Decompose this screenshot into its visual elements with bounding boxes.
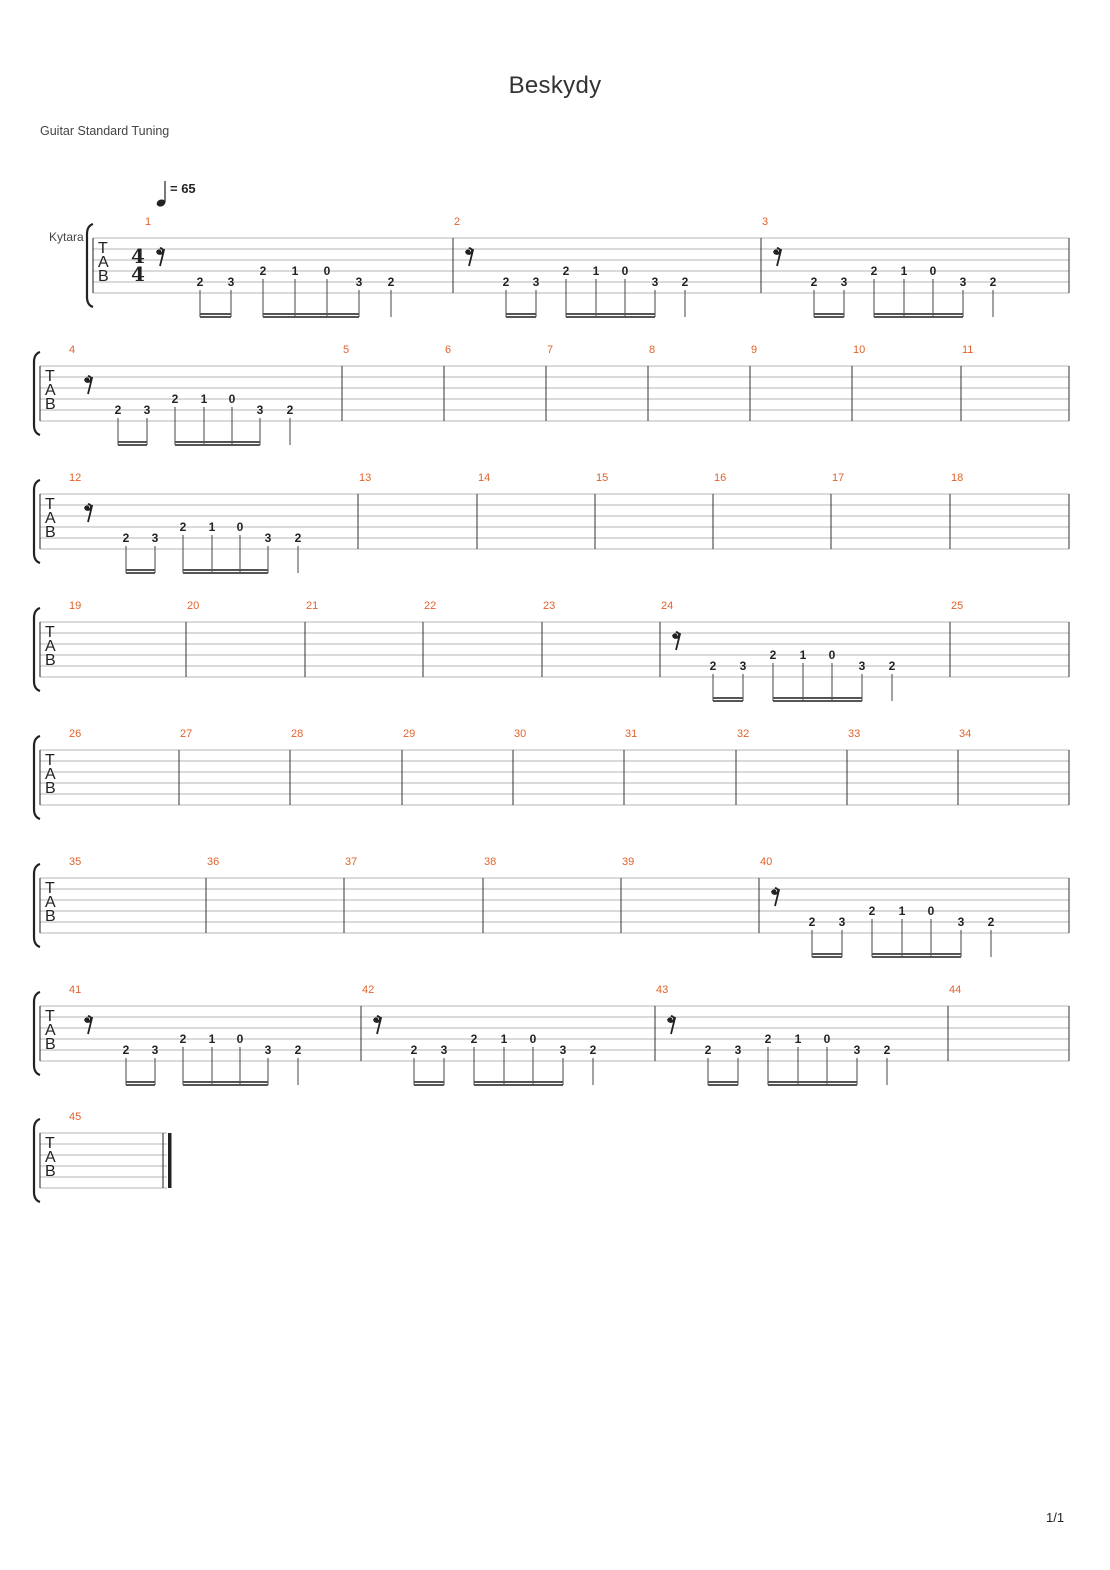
tuning-label: Guitar Standard Tuning (40, 124, 170, 138)
measure-number: 14 (478, 472, 491, 484)
fret-number: 3 (734, 1043, 742, 1057)
tab-clef-letter: A (45, 766, 56, 783)
fret-number: 3 (532, 275, 540, 289)
tab-clef-letter: B (45, 1036, 56, 1053)
staff-brace (34, 992, 40, 1075)
fret-number: 0 (323, 264, 331, 278)
measure-number: 2 (454, 216, 461, 228)
measure-number: 22 (424, 600, 437, 612)
beam-primary (414, 1081, 444, 1083)
staff-brace (34, 480, 40, 563)
score-title: Beskydy (508, 72, 602, 99)
tab-clef-letter: B (98, 268, 109, 285)
tab-clef-letter: B (45, 1163, 56, 1180)
fret-number: 2 (294, 531, 302, 545)
beam-primary (814, 313, 844, 315)
fret-number: 3 (143, 403, 151, 417)
measure-number: 5 (343, 344, 350, 356)
staff-system (34, 472, 1069, 574)
fret-number: 2 (259, 264, 267, 278)
beam-secondary (768, 1084, 857, 1086)
tab-clef-letter: T (45, 1008, 55, 1025)
fret-number: 3 (355, 275, 363, 289)
staff-system (34, 856, 1069, 958)
beam-primary (200, 313, 231, 315)
beam-primary (183, 569, 268, 571)
tab-clef-letter: A (45, 1149, 56, 1166)
staff-brace (34, 1119, 40, 1202)
measure-number: 34 (959, 728, 972, 740)
measure-number: 6 (445, 344, 452, 356)
fret-number: 1 (208, 1032, 216, 1046)
fret-number: 2 (122, 531, 130, 545)
measure-number: 21 (306, 600, 319, 612)
fret-number: 2 (410, 1043, 418, 1057)
eighth-rest-dot (773, 249, 778, 254)
beam-primary (773, 697, 862, 699)
fret-number: 2 (709, 659, 717, 673)
measure-number: 44 (949, 984, 962, 996)
measure-number: 29 (403, 728, 416, 740)
eighth-rest-dot (373, 1017, 378, 1022)
fret-number: 2 (179, 1032, 187, 1046)
fret-number: 2 (562, 264, 570, 278)
measure-number: 26 (69, 728, 82, 740)
measure-number: 10 (853, 344, 866, 356)
fret-number: 0 (927, 904, 935, 918)
tab-clef-letter: A (98, 254, 109, 271)
measure-number: 27 (180, 728, 193, 740)
beam-primary (566, 313, 655, 315)
tab-clef-letter: A (45, 1022, 56, 1039)
beam-primary (126, 1081, 155, 1083)
measure-number: 39 (622, 856, 635, 868)
riff-notation (773, 248, 996, 318)
beam-primary (183, 1081, 268, 1083)
measure-number: 35 (69, 856, 82, 868)
beam-secondary (872, 956, 961, 958)
beam-primary (812, 953, 842, 955)
beam-secondary (708, 1084, 738, 1086)
measure-number: 37 (345, 856, 358, 868)
staff-system (34, 344, 1069, 446)
fret-number: 1 (799, 648, 807, 662)
tab-clef-letter: T (45, 624, 55, 641)
measure-number: 24 (661, 600, 674, 612)
tab-clef-letter: T (98, 240, 108, 257)
measure-number: 33 (848, 728, 861, 740)
fret-number: 0 (228, 392, 236, 406)
measure-number: 38 (484, 856, 497, 868)
eighth-rest-dot (771, 889, 776, 894)
beam-secondary (175, 444, 260, 446)
measure-number: 8 (649, 344, 656, 356)
staff-system (34, 1111, 172, 1202)
final-barline-thick (168, 1133, 172, 1188)
measure-number: 28 (291, 728, 304, 740)
fret-number: 2 (769, 648, 777, 662)
measure-number: 45 (69, 1111, 82, 1123)
measure-number: 1 (145, 216, 152, 228)
beam-primary (874, 313, 963, 315)
fret-number: 3 (264, 1043, 272, 1057)
staff-system (34, 984, 1069, 1086)
measure-number: 17 (832, 472, 845, 484)
fret-number: 2 (196, 275, 204, 289)
beam-secondary (874, 316, 963, 318)
staff-brace (34, 864, 40, 947)
fret-number: 1 (898, 904, 906, 918)
riff-notation (84, 376, 293, 446)
fret-number: 2 (122, 1043, 130, 1057)
measure-number: 16 (714, 472, 727, 484)
instrument-label: Kytara (49, 230, 84, 244)
measure-number: 9 (751, 344, 758, 356)
fret-number: 1 (794, 1032, 802, 1046)
beam-secondary (183, 1084, 268, 1086)
beam-secondary (506, 316, 536, 318)
fret-number: 2 (870, 264, 878, 278)
beam-secondary (773, 700, 862, 702)
measure-number: 13 (359, 472, 372, 484)
beam-secondary (126, 1084, 155, 1086)
riff-notation (373, 1016, 596, 1086)
staff-brace (34, 608, 40, 691)
eighth-rest-dot (84, 505, 89, 510)
fret-number: 0 (529, 1032, 537, 1046)
fret-number: 3 (151, 531, 159, 545)
fret-number: 3 (840, 275, 848, 289)
beam-primary (708, 1081, 738, 1083)
riff-notation (667, 1016, 890, 1086)
measure-number: 41 (69, 984, 82, 996)
fret-number: 0 (236, 1032, 244, 1046)
beam-secondary (200, 316, 231, 318)
staff-system (34, 600, 1069, 702)
tab-clef-letter: T (45, 752, 55, 769)
beam-secondary (566, 316, 655, 318)
measure-number: 11 (962, 344, 974, 356)
fret-number: 3 (151, 1043, 159, 1057)
tab-clef-letter: B (45, 780, 56, 797)
measure-number: 4 (69, 344, 76, 356)
fret-number: 2 (888, 659, 896, 673)
measure-number: 23 (543, 600, 556, 612)
beam-secondary (414, 1084, 444, 1086)
staff-brace (34, 736, 40, 819)
fret-number: 3 (264, 531, 272, 545)
tab-clef-letter: T (45, 1135, 55, 1152)
fret-number: 1 (200, 392, 208, 406)
fret-number: 2 (868, 904, 876, 918)
tab-clef-letter: T (45, 368, 55, 385)
beam-primary (118, 441, 147, 443)
eighth-rest-dot (156, 249, 161, 254)
fret-number: 2 (883, 1043, 891, 1057)
fret-number: 2 (987, 915, 995, 929)
eighth-rest-dot (667, 1017, 672, 1022)
beam-secondary (474, 1084, 563, 1086)
measure-number: 18 (951, 472, 964, 484)
eighth-rest-dot (84, 377, 89, 382)
staff-brace (87, 224, 93, 307)
tab-clef-letter: B (45, 524, 56, 541)
tab-clef-letter: B (45, 652, 56, 669)
measure-number: 32 (737, 728, 750, 740)
fret-number: 0 (929, 264, 937, 278)
page-number: 1/1 (1046, 1510, 1065, 1525)
time-signature-numerator: 4 (131, 244, 145, 268)
beam-primary (506, 313, 536, 315)
measure-number: 15 (596, 472, 609, 484)
fret-number: 1 (592, 264, 600, 278)
fret-number: 2 (179, 520, 187, 534)
riff-notation (771, 888, 994, 958)
fret-number: 2 (470, 1032, 478, 1046)
fret-number: 3 (227, 275, 235, 289)
beam-secondary (713, 700, 743, 702)
eighth-rest-dot (465, 249, 470, 254)
fret-number: 2 (171, 392, 179, 406)
fret-number: 2 (704, 1043, 712, 1057)
fret-number: 3 (651, 275, 659, 289)
beam-primary (872, 953, 961, 955)
beam-primary (126, 569, 155, 571)
fret-number: 1 (900, 264, 908, 278)
beam-primary (175, 441, 260, 443)
fret-number: 2 (808, 915, 816, 929)
riff-notation (84, 1016, 301, 1086)
measure-number: 30 (514, 728, 527, 740)
fret-number: 2 (114, 403, 122, 417)
beam-primary (474, 1081, 563, 1083)
measure-number: 31 (625, 728, 638, 740)
fret-number: 0 (621, 264, 629, 278)
fret-number: 2 (764, 1032, 772, 1046)
fret-number: 2 (387, 275, 395, 289)
beam-primary (263, 313, 359, 315)
beam-primary (713, 697, 743, 699)
fret-number: 3 (959, 275, 967, 289)
fret-number: 3 (739, 659, 747, 673)
fret-number: 2 (989, 275, 997, 289)
measure-number: 40 (760, 856, 773, 868)
tab-clef-letter: B (45, 908, 56, 925)
eighth-rest-dot (672, 633, 677, 638)
beam-secondary (118, 444, 147, 446)
fret-number: 2 (286, 403, 294, 417)
tab-clef-letter: B (45, 396, 56, 413)
fret-number: 0 (823, 1032, 831, 1046)
fret-number: 1 (208, 520, 216, 534)
tempo-value: = 65 (170, 181, 196, 196)
fret-number: 1 (291, 264, 299, 278)
tab-clef-letter: A (45, 638, 56, 655)
fret-number: 0 (236, 520, 244, 534)
fret-number: 3 (957, 915, 965, 929)
tab-clef-letter: A (45, 510, 56, 527)
measure-number: 19 (69, 600, 82, 612)
fret-number: 0 (828, 648, 836, 662)
measure-number: 36 (207, 856, 220, 868)
staff-system (87, 216, 1069, 318)
measure-number: 43 (656, 984, 669, 996)
time-signature-denominator: 4 (131, 262, 145, 286)
measure-number: 20 (187, 600, 200, 612)
beam-secondary (126, 572, 155, 574)
measure-number: 12 (69, 472, 82, 484)
tab-clef-letter: A (45, 382, 56, 399)
fret-number: 3 (440, 1043, 448, 1057)
fret-number: 3 (838, 915, 846, 929)
tab-clef-letter: T (45, 496, 55, 513)
fret-number: 3 (858, 659, 866, 673)
fret-number: 3 (853, 1043, 861, 1057)
fret-number: 2 (810, 275, 818, 289)
beam-primary (768, 1081, 857, 1083)
staff-brace (34, 352, 40, 435)
beam-secondary (814, 316, 844, 318)
fret-number: 3 (559, 1043, 567, 1057)
beam-secondary (183, 572, 268, 574)
fret-number: 2 (589, 1043, 597, 1057)
fret-number: 3 (256, 403, 264, 417)
fret-number: 2 (502, 275, 510, 289)
eighth-rest-dot (84, 1017, 89, 1022)
beam-secondary (812, 956, 842, 958)
staff-system (34, 728, 1069, 819)
riff-notation (465, 248, 688, 318)
tempo-marking (156, 181, 196, 208)
measure-number: 25 (951, 600, 964, 612)
tab-clef-letter: T (45, 880, 55, 897)
beam-secondary (263, 316, 359, 318)
tab-clef-letter: A (45, 894, 56, 911)
fret-number: 2 (681, 275, 689, 289)
riff-notation (672, 632, 895, 702)
riff-notation (84, 504, 301, 574)
measure-number: 42 (362, 984, 375, 996)
fret-number: 2 (294, 1043, 302, 1057)
measure-number: 3 (762, 216, 769, 228)
measure-number: 7 (547, 344, 554, 356)
fret-number: 1 (500, 1032, 508, 1046)
riff-notation (156, 248, 394, 318)
